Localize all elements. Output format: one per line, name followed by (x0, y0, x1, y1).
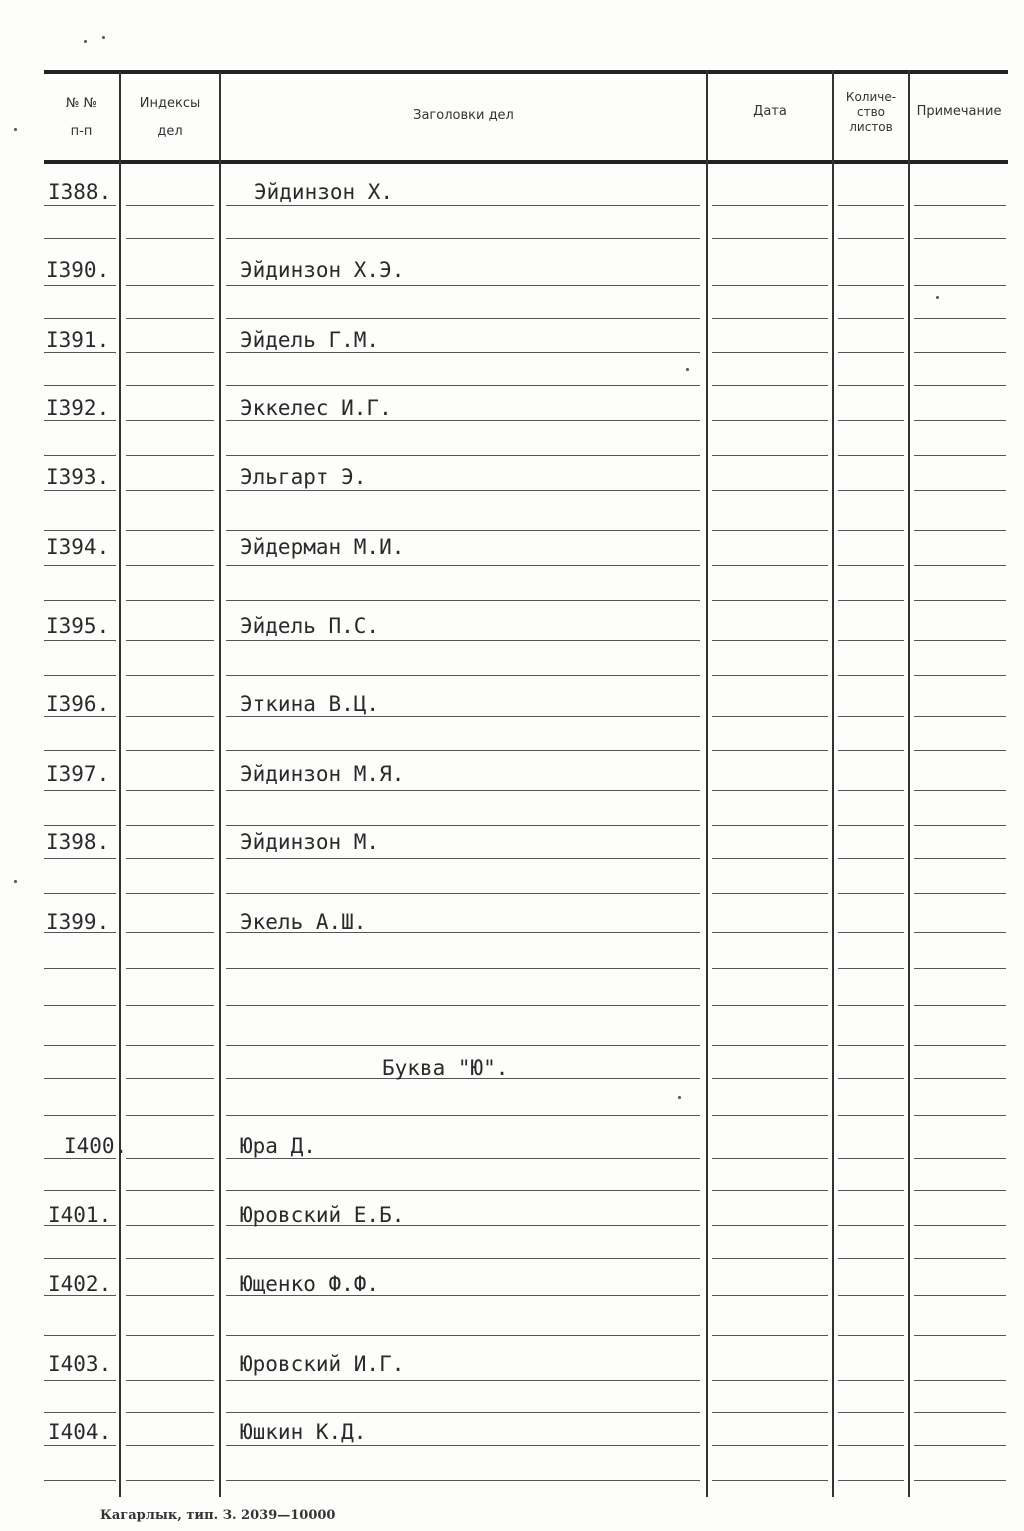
ruled-line (44, 1258, 116, 1259)
row-number: I400. (64, 1134, 128, 1158)
ruled-line (712, 1480, 828, 1481)
ruled-line (44, 825, 116, 826)
ruled-line (712, 530, 828, 531)
ruled-line (226, 352, 700, 353)
ruled-line (838, 205, 904, 206)
row-number: I390. (46, 258, 110, 282)
ruled-line (838, 750, 904, 751)
ruled-line (126, 1412, 214, 1413)
ruled-line (838, 968, 904, 969)
ruled-line (712, 600, 828, 601)
ruled-line (126, 640, 214, 641)
row-number: I398. (46, 830, 110, 854)
ruled-line (44, 1190, 116, 1191)
ruled-line (226, 1480, 700, 1481)
col-divider-3 (706, 70, 708, 1497)
ruled-line (126, 530, 214, 531)
ruled-line (838, 1258, 904, 1259)
ruled-line (712, 565, 828, 566)
ruled-line (712, 716, 828, 717)
row-number: I391. (46, 328, 110, 352)
ruled-line (44, 1158, 116, 1159)
ruled-line (712, 1078, 828, 1079)
ruled-line (914, 352, 1006, 353)
ruled-line (914, 750, 1006, 751)
ruled-line (838, 318, 904, 319)
ruled-line (914, 1045, 1006, 1046)
ruled-line (44, 1445, 116, 1446)
ruled-line (712, 1115, 828, 1116)
ruled-line (226, 490, 700, 491)
section-heading: Буква "Ю". (382, 1056, 509, 1080)
ruled-line (44, 1045, 116, 1046)
ruled-line (44, 490, 116, 491)
ruled-line (226, 1445, 700, 1446)
ruled-line (712, 1295, 828, 1296)
row-title: Юровский И.Г. (240, 1352, 405, 1376)
col-divider-1 (119, 72, 121, 1497)
ruled-line (914, 1380, 1006, 1381)
ruled-line (914, 565, 1006, 566)
ruled-line (838, 790, 904, 791)
row-title: Экель А.Ш. (240, 910, 367, 934)
ruled-line (838, 932, 904, 933)
ruled-line (44, 640, 116, 641)
ruled-line (126, 790, 214, 791)
row-title: Юшкин К.Д. (240, 1420, 367, 1444)
row-number: I397. (46, 762, 110, 786)
ruled-line (126, 385, 214, 386)
ruled-line (914, 420, 1006, 421)
ruled-line (126, 893, 214, 894)
ruled-line (838, 1190, 904, 1191)
ruled-line (226, 285, 700, 286)
ruled-line (126, 318, 214, 319)
row-number: I388. (48, 180, 112, 204)
ruled-line (226, 968, 700, 969)
ruled-line (712, 318, 828, 319)
ruled-line (226, 790, 700, 791)
header-index: Индексы дел (139, 95, 201, 139)
header-note: Примечание (916, 103, 1002, 119)
ruled-line (44, 1380, 116, 1381)
header-bottom-rule (44, 160, 1008, 164)
ruled-line (44, 205, 116, 206)
ruled-line (838, 1005, 904, 1006)
scan-speck (678, 1096, 681, 1099)
ruled-line (226, 1190, 700, 1191)
ruled-line (838, 640, 904, 641)
ruled-line (838, 565, 904, 566)
ruled-line (226, 565, 700, 566)
row-title: Эйдинзон М.Я. (240, 762, 405, 786)
row-title: Эйдель П.С. (240, 614, 380, 638)
header-title: Заголовки дел (413, 107, 514, 123)
ruled-line (712, 640, 828, 641)
ruled-line (44, 1115, 116, 1116)
ruled-line (914, 968, 1006, 969)
ruled-line (712, 858, 828, 859)
ruled-line (226, 1412, 700, 1413)
ruled-line (126, 1335, 214, 1336)
ruled-line (914, 385, 1006, 386)
ruled-line (712, 1225, 828, 1226)
ruled-line (126, 455, 214, 456)
ruled-line (126, 600, 214, 601)
row-number: I403. (48, 1352, 112, 1376)
ruled-line (838, 352, 904, 353)
ruled-line (126, 285, 214, 286)
ruled-line (126, 675, 214, 676)
ruled-line (44, 750, 116, 751)
ruled-line (44, 565, 116, 566)
ruled-line (838, 893, 904, 894)
ruled-line (914, 825, 1006, 826)
ruled-line (712, 932, 828, 933)
ruled-line (126, 420, 214, 421)
ruled-line (126, 352, 214, 353)
ruled-line (44, 530, 116, 531)
col-divider-2 (219, 72, 221, 1497)
ruled-line (126, 205, 214, 206)
ruled-line (44, 1480, 116, 1481)
ruled-line (712, 205, 828, 206)
ruled-line (914, 1225, 1006, 1226)
ruled-line (126, 825, 214, 826)
row-number: I394. (46, 535, 110, 559)
ruled-line (838, 1480, 904, 1481)
ruled-line (226, 238, 700, 239)
ruled-line (914, 932, 1006, 933)
ruled-line (226, 1258, 700, 1259)
ruled-line (838, 1078, 904, 1079)
header-sheets: Количе- ство листов (845, 89, 897, 134)
ruled-line (712, 1380, 828, 1381)
ruled-line (712, 352, 828, 353)
ruled-line (838, 675, 904, 676)
ruled-line (126, 238, 214, 239)
ruled-line (712, 1045, 828, 1046)
row-title: Эльгарт Э. (240, 465, 367, 489)
ruled-line (838, 1225, 904, 1226)
ruled-line (226, 1380, 700, 1381)
ruled-line (712, 285, 828, 286)
ruled-line (914, 1295, 1006, 1296)
ruled-line (126, 1445, 214, 1446)
ruled-line (712, 1190, 828, 1191)
ruled-line (44, 1412, 116, 1413)
ruled-line (914, 675, 1006, 676)
ruled-line (914, 1158, 1006, 1159)
ruled-line (44, 385, 116, 386)
row-title: Эйдель Г.М. (240, 328, 380, 352)
ruled-line (226, 205, 700, 206)
ruled-line (838, 1335, 904, 1336)
ruled-line (126, 1005, 214, 1006)
ruled-line (712, 825, 828, 826)
ruled-line (126, 1158, 214, 1159)
ruled-line (44, 716, 116, 717)
ruled-line (712, 1005, 828, 1006)
ruled-line (914, 238, 1006, 239)
ruled-line (126, 490, 214, 491)
ruled-line (838, 858, 904, 859)
ruled-line (44, 893, 116, 894)
ruled-line (712, 420, 828, 421)
ruled-line (838, 1412, 904, 1413)
ruled-line (914, 205, 1006, 206)
ruled-line (226, 1335, 700, 1336)
ruled-line (226, 750, 700, 751)
ruled-line (226, 858, 700, 859)
ruled-line (712, 893, 828, 894)
col-divider-4 (832, 70, 834, 1497)
ruled-line (838, 385, 904, 386)
ruled-line (44, 1005, 116, 1006)
ruled-line (712, 1335, 828, 1336)
ruled-line (838, 716, 904, 717)
row-number: I393. (46, 465, 110, 489)
ruled-line (126, 1258, 214, 1259)
ruled-line (914, 490, 1006, 491)
ruled-line (226, 600, 700, 601)
scan-speck (936, 296, 939, 299)
ruled-line (126, 968, 214, 969)
row-title: Эйдинзон М. (240, 830, 380, 854)
ruled-line (126, 1295, 214, 1296)
ruled-line (712, 1445, 828, 1446)
row-title: Юровский Е.Б. (240, 1203, 405, 1227)
row-title: Ющенко Ф.Ф. (240, 1272, 380, 1296)
ruled-line (914, 1412, 1006, 1413)
ruled-line (126, 932, 214, 933)
ruled-line (126, 1115, 214, 1116)
ruled-line (838, 420, 904, 421)
ruled-line (712, 490, 828, 491)
ruled-line (914, 318, 1006, 319)
ruled-line (838, 1045, 904, 1046)
ruled-line (838, 1158, 904, 1159)
ruled-line (44, 1335, 116, 1336)
ruled-line (226, 893, 700, 894)
ruled-line (44, 600, 116, 601)
ruled-line (44, 675, 116, 676)
ruled-line (914, 285, 1006, 286)
ruled-line (226, 640, 700, 641)
row-title: Юра Д. (240, 1134, 316, 1158)
ruled-line (126, 1078, 214, 1079)
ruled-line (712, 385, 828, 386)
ruled-line (126, 858, 214, 859)
ruled-line (914, 716, 1006, 717)
ruled-line (126, 1380, 214, 1381)
ruled-line (126, 750, 214, 751)
ruled-line (712, 750, 828, 751)
ruled-line (914, 1480, 1006, 1481)
ruled-line (226, 1005, 700, 1006)
row-title: Эйдинзон Х. (254, 180, 394, 204)
ruled-line (914, 1115, 1006, 1116)
row-number: I396. (46, 692, 110, 716)
ruled-line (226, 455, 700, 456)
ruled-line (226, 385, 700, 386)
ruled-line (838, 1295, 904, 1296)
ruled-line (44, 352, 116, 353)
row-number: I404. (48, 1420, 112, 1444)
col-divider-5 (908, 70, 910, 1497)
ruled-line (44, 858, 116, 859)
ruled-line (226, 318, 700, 319)
ruled-line (914, 1335, 1006, 1336)
ruled-line (44, 455, 116, 456)
row-title: Эйдерман М.И. (240, 535, 405, 559)
ruled-line (838, 1445, 904, 1446)
ruled-line (914, 1190, 1006, 1191)
row-title: Эйдинзон Х.Э. (240, 258, 405, 282)
top-rule (44, 70, 1008, 74)
scan-speck (14, 880, 17, 883)
ruled-line (126, 1480, 214, 1481)
ruled-line (226, 716, 700, 717)
row-number: I401. (48, 1203, 112, 1227)
ruled-line (914, 1445, 1006, 1446)
ruled-line (838, 1380, 904, 1381)
ruled-line (226, 1115, 700, 1116)
ruled-line (226, 1158, 700, 1159)
ruled-line (226, 1045, 700, 1046)
ruled-line (126, 716, 214, 717)
ruled-line (838, 455, 904, 456)
ruled-line (44, 318, 116, 319)
ruled-line (712, 455, 828, 456)
ruled-line (838, 238, 904, 239)
scan-speck (102, 36, 105, 39)
ruled-line (44, 1078, 116, 1079)
ruled-line (126, 1225, 214, 1226)
scan-speck (14, 128, 17, 131)
ruled-line (126, 1190, 214, 1191)
ruled-line (838, 825, 904, 826)
ruled-line (712, 1258, 828, 1259)
scan-speck (686, 368, 689, 371)
ruled-line (44, 238, 116, 239)
row-title: Эккелес И.Г. (240, 396, 392, 420)
ruled-line (838, 490, 904, 491)
ruled-line (226, 420, 700, 421)
row-number: I395. (46, 614, 110, 638)
ruled-line (838, 530, 904, 531)
ruled-line (712, 238, 828, 239)
ruled-line (44, 790, 116, 791)
ruled-line (126, 1045, 214, 1046)
ruled-line (914, 600, 1006, 601)
ruled-line (712, 1412, 828, 1413)
ruled-line (712, 790, 828, 791)
ruled-line (44, 968, 116, 969)
ruled-line (914, 790, 1006, 791)
row-number: I402. (48, 1272, 112, 1296)
ruled-line (914, 1078, 1006, 1079)
ruled-line (914, 530, 1006, 531)
header-number: № № п-п (65, 95, 98, 139)
printer-imprint: Кагарлык, тип. З. 2039—10000 (100, 1508, 336, 1523)
row-number: I392. (46, 396, 110, 420)
ruled-line (712, 675, 828, 676)
ruled-line (226, 530, 700, 531)
ruled-line (838, 600, 904, 601)
ruled-line (914, 455, 1006, 456)
ruled-line (914, 893, 1006, 894)
ruled-line (226, 825, 700, 826)
ruled-line (838, 285, 904, 286)
ruled-line (226, 675, 700, 676)
row-number: I399. (46, 910, 110, 934)
ruled-line (914, 858, 1006, 859)
ruled-line (44, 285, 116, 286)
ruled-line (712, 968, 828, 969)
header-date: Дата (753, 103, 787, 119)
ruled-line (126, 565, 214, 566)
row-title: Эткина В.Ц. (240, 692, 380, 716)
ruled-line (44, 420, 116, 421)
ruled-line (914, 640, 1006, 641)
ruled-line (712, 1158, 828, 1159)
ruled-line (914, 1258, 1006, 1259)
ruled-line (838, 1115, 904, 1116)
scan-speck (84, 40, 87, 43)
ruled-line (914, 1005, 1006, 1006)
